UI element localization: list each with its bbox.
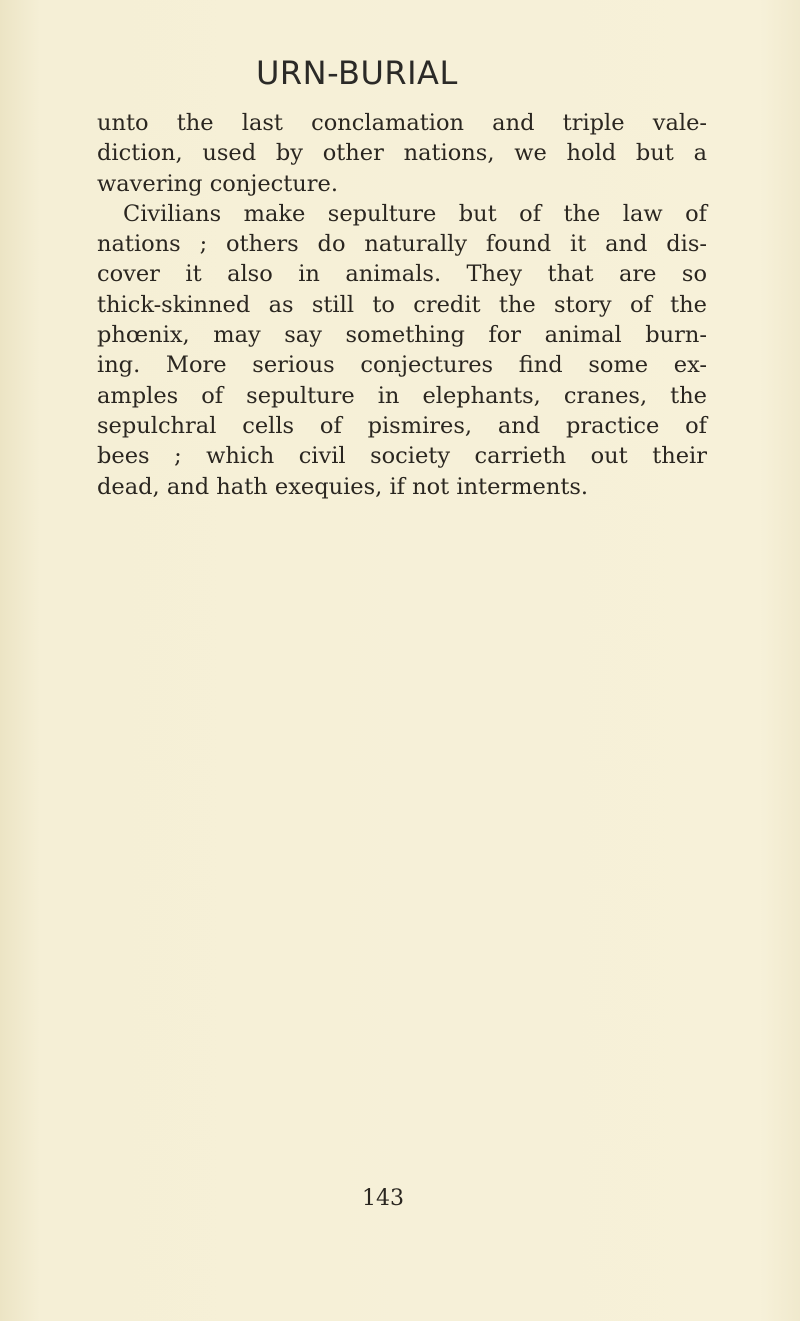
text-line: nations ; others do naturally found it and dis- xyxy=(97,231,707,258)
running-head: URN-BURIAL xyxy=(256,54,458,92)
text-line: diction, used by other nations, we hold but a xyxy=(97,140,707,167)
text-line: unto the last conclamation and triple vale- xyxy=(97,110,707,136)
text-line: cover it also in animals. They that are so xyxy=(97,261,707,288)
text-line: thick-skinned as still to credit the story of the xyxy=(97,291,707,318)
text-line: sepulchral cells of pismires, and practice of xyxy=(97,412,707,439)
body-text xyxy=(97,108,707,502)
page-number: 143 xyxy=(362,1186,404,1211)
text-line: wavering conjecture. xyxy=(97,170,338,197)
text-line: Civilians make sepulture but of the law of xyxy=(123,200,707,227)
text-line: amples of sepulture in elephants, cranes, the xyxy=(97,382,707,409)
text-line: ing. More serious conjectures find some ex- xyxy=(97,352,707,379)
text-line: dead, and hath exequies, if not interments. xyxy=(97,473,589,500)
text-line: bees ; which civil society carrieth out their xyxy=(97,443,707,470)
text-line: phœnix, may say something for animal burn- xyxy=(97,322,707,349)
